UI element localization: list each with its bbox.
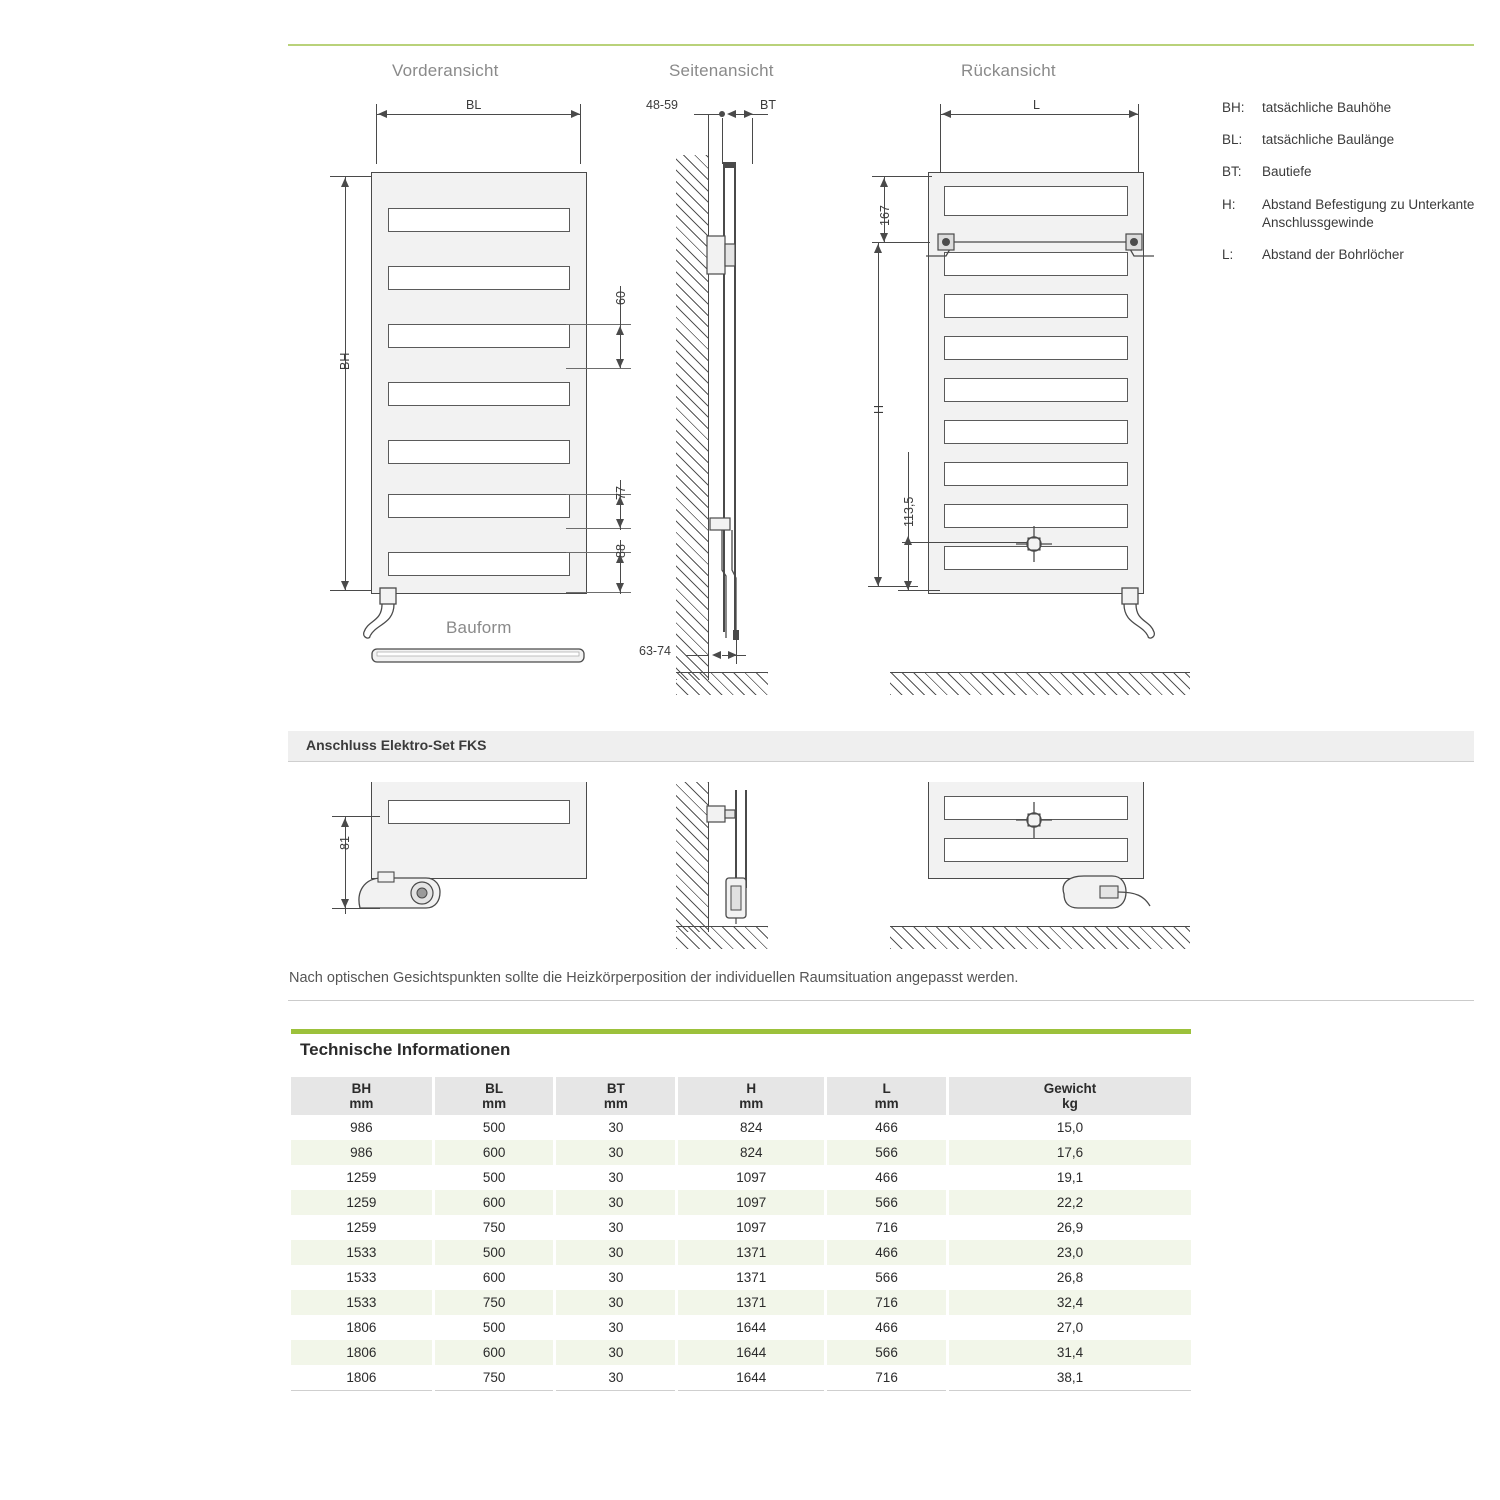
cell-bl: 500 [433, 1240, 555, 1265]
legend-value: Abstand Befestigung zu Unterkante Anschlussgewinde [1262, 196, 1475, 230]
radiator-rail [388, 552, 570, 576]
legend-value: Abstand der Bohrlöcher [1262, 247, 1404, 263]
fks-electric-set-icon [352, 868, 448, 912]
cell-l: 566 [826, 1140, 948, 1165]
cell-bh: 1806 [291, 1340, 433, 1365]
table-header-cell [826, 1077, 948, 1115]
cell-weight: 26,8 [947, 1265, 1191, 1290]
cell-h: 1097 [677, 1165, 826, 1190]
table-header-cell [291, 1077, 433, 1115]
legend-key: BL: [1222, 132, 1243, 148]
dim-label-1135: 113,5 [902, 496, 916, 527]
table-row [291, 1115, 1191, 1140]
radiator-rail [388, 800, 570, 824]
cell-bl: 500 [433, 1115, 555, 1140]
cell-h: 1371 [677, 1240, 826, 1265]
ext-line-77-bottom [566, 528, 631, 529]
dim-label-bt: BT [760, 98, 776, 112]
cell-l: 716 [826, 1290, 948, 1315]
view-title-front: Vorderansicht [392, 61, 499, 80]
cell-bt: 30 [555, 1140, 677, 1165]
top-divider [288, 44, 1474, 46]
floor-hatch [890, 926, 1190, 949]
arrow-right [571, 110, 580, 118]
legend-value: tatsächliche Baulänge [1262, 132, 1395, 148]
radiator-rail [388, 382, 570, 406]
arrow-left [712, 651, 721, 659]
cell-bt: 30 [555, 1265, 677, 1290]
table-row [291, 1265, 1191, 1290]
cell-bt: 30 [555, 1340, 677, 1365]
legend-row [1222, 196, 1492, 232]
cell-bh: 1259 [291, 1165, 433, 1190]
cell-bt: 30 [555, 1365, 677, 1391]
cell-bh: 1533 [291, 1240, 433, 1265]
dim-line-63-74-a [686, 655, 708, 656]
cell-bl: 750 [433, 1215, 555, 1240]
legend-key: L: [1222, 247, 1234, 263]
cell-weight: 31,4 [947, 1340, 1191, 1365]
radiator-rail [944, 838, 1128, 862]
side-connection-icon [702, 512, 754, 652]
arrow-down [616, 583, 624, 592]
arrow-up [616, 326, 624, 335]
wall-hatch [676, 782, 709, 932]
cell-bh: 1259 [291, 1190, 433, 1215]
radiator-rail [388, 440, 570, 464]
ext-line-81-top [332, 816, 380, 817]
header-name: Gewicht [1043, 1081, 1097, 1096]
wall-bracket-icon [706, 804, 740, 830]
dim-dot [719, 111, 725, 117]
table-row [291, 1140, 1191, 1165]
arrow-right [728, 651, 737, 659]
legend [1222, 99, 1492, 278]
table-header-cell [677, 1077, 826, 1115]
cell-weight: 15,0 [947, 1115, 1191, 1140]
section-title: Anschluss Elektro-Set FKS [306, 737, 487, 753]
connection-point-icon [1014, 524, 1054, 564]
cell-l: 466 [826, 1240, 948, 1265]
cell-bt: 30 [555, 1315, 677, 1340]
ext-line-60-bottom [566, 368, 631, 369]
ext-line-60-top [566, 324, 631, 325]
dim-label-l: L [1033, 98, 1040, 112]
ext-line-bl-right [580, 104, 581, 164]
cell-bl: 600 [433, 1190, 555, 1215]
dim-label-h: H [872, 404, 886, 414]
cell-bt: 30 [555, 1215, 677, 1240]
table-row [291, 1190, 1191, 1215]
legend-key: BH: [1222, 100, 1245, 115]
cell-h: 1644 [677, 1365, 826, 1391]
bauform-profile [371, 648, 587, 666]
header-name: BL [485, 1081, 504, 1096]
cell-bl: 600 [433, 1340, 555, 1365]
arrow-up [341, 178, 349, 187]
view-title-side: Seitenansicht [669, 61, 774, 80]
arrow-up [880, 178, 888, 187]
header-unit: mm [482, 1096, 507, 1111]
ext-line-88-bottom [566, 592, 631, 593]
legend-value: tatsächliche Bauhöhe [1262, 100, 1392, 115]
cell-bt: 30 [555, 1190, 677, 1215]
radiator-rail [388, 324, 570, 348]
cell-weight: 27,0 [947, 1315, 1191, 1340]
radiator-rail [944, 420, 1128, 444]
table-row [291, 1290, 1191, 1315]
mounting-brackets [920, 230, 1160, 264]
cell-bl: 500 [433, 1315, 555, 1340]
cell-weight: 38,1 [947, 1365, 1191, 1391]
arrow-left [942, 110, 951, 118]
cell-l: 566 [826, 1340, 948, 1365]
legend-row [1222, 99, 1492, 117]
cell-h: 1644 [677, 1315, 826, 1340]
position-note: Nach optischen Gesichtspunkten sollte die Heizkörperposition der individuellen Raumsituation angepasst werden. [289, 970, 1019, 986]
cell-bt: 30 [555, 1240, 677, 1265]
cell-h: 1097 [677, 1190, 826, 1215]
dim-label-bl: BL [466, 98, 482, 112]
cell-bt: 30 [555, 1165, 677, 1190]
cell-h: 824 [677, 1140, 826, 1165]
cell-bh: 1806 [291, 1315, 433, 1340]
ext-line-1135-bottom [898, 590, 940, 591]
ext-line-167-top [872, 176, 932, 177]
cell-bl: 600 [433, 1265, 555, 1290]
header-name: BH [351, 1081, 372, 1096]
dim-line-l [940, 114, 1138, 115]
cell-weight: 32,4 [947, 1290, 1191, 1315]
cell-h: 1644 [677, 1340, 826, 1365]
wall-bracket-icon [706, 230, 740, 286]
cell-bh: 1533 [291, 1265, 433, 1290]
cell-weight: 22,2 [947, 1190, 1191, 1215]
arrow-up [874, 244, 882, 253]
cell-bt: 30 [555, 1290, 677, 1315]
front-connector-icon [352, 586, 412, 646]
legend-key: H: [1222, 196, 1236, 212]
radiator-rail [388, 494, 570, 518]
cell-l: 716 [826, 1365, 948, 1391]
cell-l: 716 [826, 1215, 948, 1240]
dim-label-167: 167 [878, 205, 892, 226]
fks-front-body [371, 782, 587, 879]
table-header-cell [433, 1077, 555, 1115]
cell-bh: 986 [291, 1115, 433, 1140]
cell-h: 824 [677, 1115, 826, 1140]
dim-label-77: 77 [614, 486, 628, 500]
cell-weight: 26,9 [947, 1215, 1191, 1240]
view-title-back: Rückansicht [961, 61, 1056, 80]
arrow-down [874, 577, 882, 586]
header-unit: kg [1062, 1096, 1078, 1111]
radiator-rail [388, 266, 570, 290]
radiator-rail [944, 294, 1128, 318]
radiator-rail [944, 462, 1128, 486]
radiator-rail [944, 186, 1128, 216]
ext-line-bl-left [376, 104, 377, 164]
cell-l: 466 [826, 1115, 948, 1140]
arrow-left [378, 110, 387, 118]
table-header-cell [555, 1077, 677, 1115]
dim-line-bh [345, 176, 346, 590]
ext-line-167-bottom [872, 242, 930, 243]
dim-label-63-74: 63-74 [639, 644, 671, 658]
header-unit: mm [349, 1096, 374, 1111]
table-accent-bar [291, 1029, 1191, 1034]
arrow-up [904, 536, 912, 545]
cell-weight: 23,0 [947, 1240, 1191, 1265]
header-unit: mm [603, 1096, 628, 1111]
arrow-down [341, 899, 349, 908]
arrow-right [744, 110, 753, 118]
arrow-left [727, 110, 736, 118]
arrow-up [341, 818, 349, 827]
radiator-rail [388, 208, 570, 232]
cell-l: 466 [826, 1165, 948, 1190]
header-name: BT [606, 1081, 625, 1096]
cell-bh: 1533 [291, 1290, 433, 1315]
legend-row [1222, 131, 1492, 149]
legend-row [1222, 163, 1492, 181]
table-row [291, 1340, 1191, 1365]
cell-l: 566 [826, 1190, 948, 1215]
arrow-down [616, 359, 624, 368]
table-header-cell [947, 1077, 1191, 1115]
header-name: L [882, 1081, 891, 1096]
radiator-rail [944, 336, 1128, 360]
cell-bl: 500 [433, 1165, 555, 1190]
cell-bh: 1806 [291, 1365, 433, 1391]
header-unit: mm [874, 1096, 899, 1111]
cell-bl: 750 [433, 1365, 555, 1391]
fks-back-cable-icon [1058, 868, 1168, 912]
legend-value: Bautiefe [1262, 164, 1312, 180]
technical-information-table [291, 1077, 1191, 1391]
table-row [291, 1240, 1191, 1265]
radiator-rail [944, 378, 1128, 402]
arrow-down [341, 581, 349, 590]
legend-key: BT: [1222, 164, 1242, 180]
table-row [291, 1215, 1191, 1240]
ext-line-1135-top [902, 542, 1030, 543]
section-underline [288, 761, 1474, 762]
table-row [291, 1165, 1191, 1190]
cell-l: 466 [826, 1315, 948, 1340]
cell-bl: 600 [433, 1140, 555, 1165]
back-connector-icon [1112, 586, 1172, 646]
legend-row [1222, 246, 1492, 264]
cell-h: 1097 [677, 1215, 826, 1240]
connection-point-icon [1014, 800, 1054, 840]
section-header [288, 731, 1474, 761]
cell-bl: 750 [433, 1290, 555, 1315]
note-divider [288, 1000, 1474, 1001]
header-name: H [746, 1081, 757, 1096]
arrow-down [880, 233, 888, 242]
cell-bh: 986 [291, 1140, 433, 1165]
header-unit: mm [739, 1096, 764, 1111]
floor-hatch [890, 672, 1190, 695]
dim-label-81: 81 [338, 836, 352, 850]
ext-line-side-b [722, 118, 723, 164]
ext-line-side-a [708, 114, 709, 164]
cell-h: 1371 [677, 1290, 826, 1315]
dim-label-48-59: 48-59 [646, 98, 678, 112]
dim-label-bh: BH [338, 352, 352, 370]
cell-bt: 30 [555, 1115, 677, 1140]
view-title-bauform: Bauform [446, 618, 512, 637]
table-title: Technische Informationen [300, 1040, 511, 1059]
cell-weight: 19,1 [947, 1165, 1191, 1190]
arrow-down [616, 519, 624, 528]
radiator-side-top-cap [723, 162, 736, 168]
floor-hatch [676, 672, 768, 695]
cell-h: 1371 [677, 1265, 826, 1290]
cell-weight: 17,6 [947, 1140, 1191, 1165]
cell-bh: 1259 [291, 1215, 433, 1240]
arrow-down [904, 581, 912, 590]
table-row [291, 1365, 1191, 1391]
arrow-right [1129, 110, 1138, 118]
dim-label-88: 88 [614, 544, 628, 558]
fks-side-housing-icon [716, 872, 760, 930]
dim-line-h [878, 242, 879, 586]
dim-line-bl [376, 114, 580, 115]
table-header-row [291, 1077, 1191, 1115]
dim-label-60: 60 [614, 291, 628, 305]
table-row [291, 1315, 1191, 1340]
cell-l: 566 [826, 1265, 948, 1290]
ext-line-side-c [752, 118, 753, 164]
